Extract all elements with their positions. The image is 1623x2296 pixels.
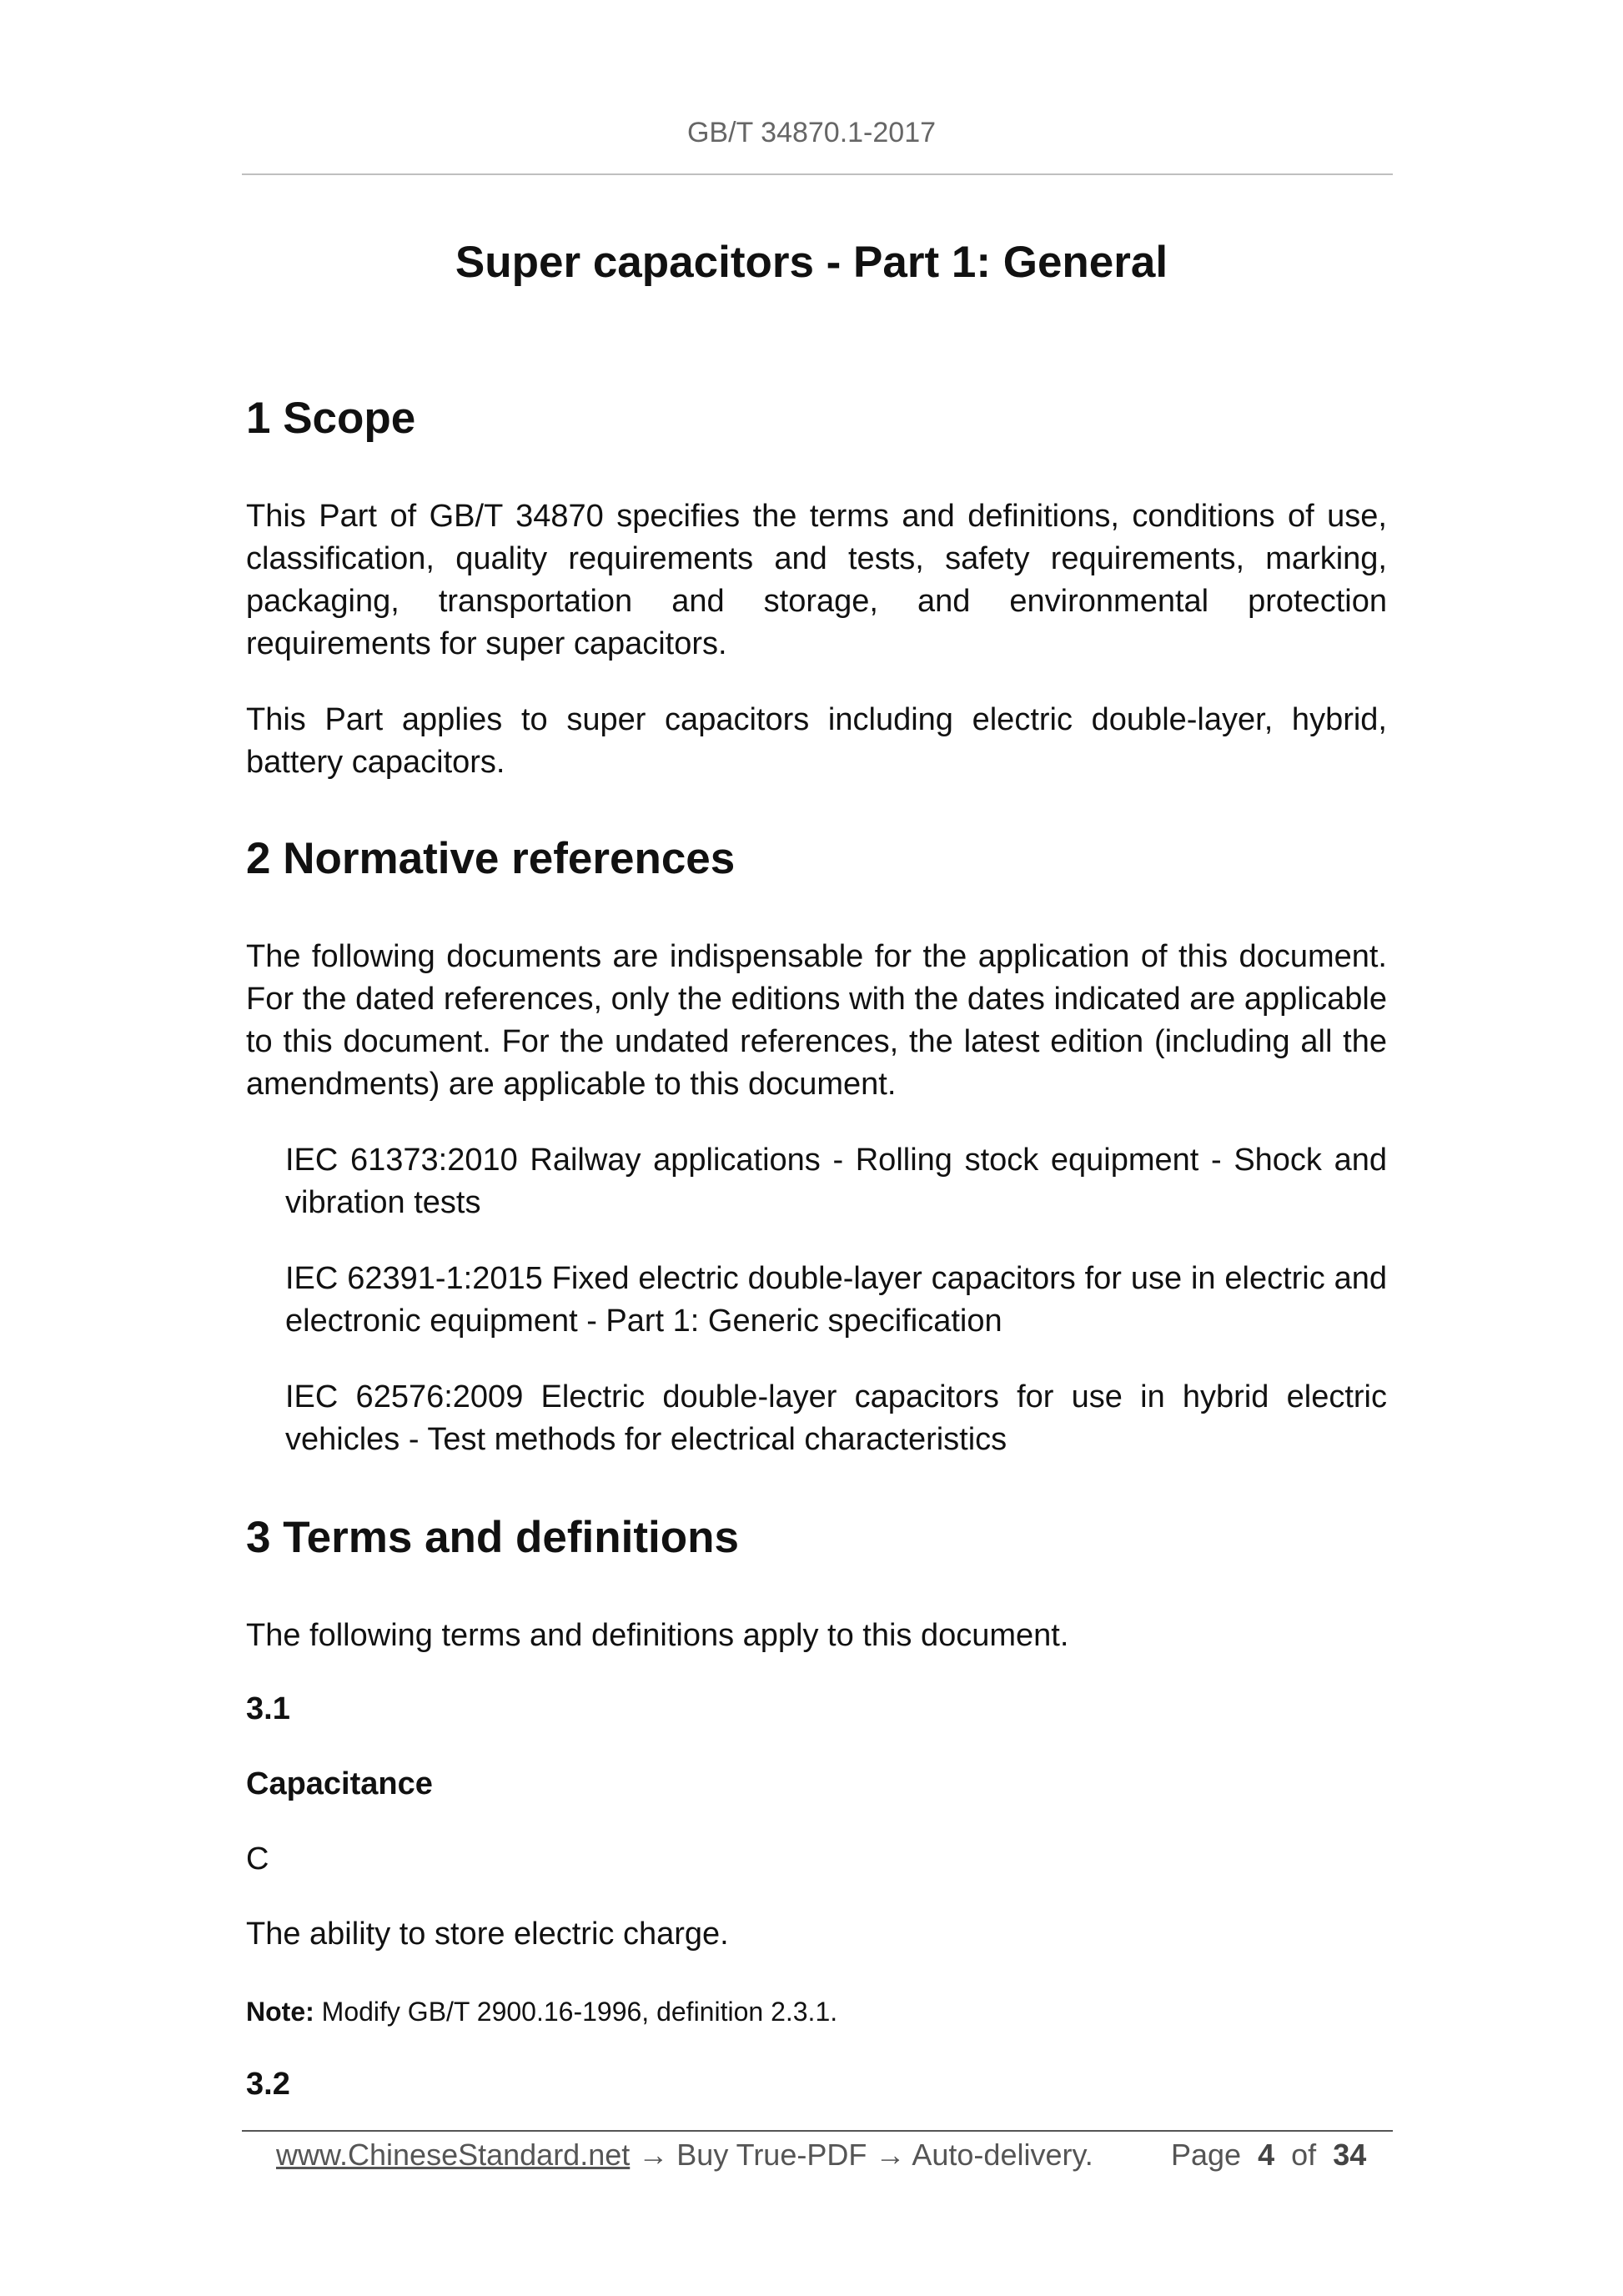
- header-divider: [242, 173, 1393, 175]
- note-label: Note:: [246, 1997, 314, 2027]
- header-doc-id: GB/T 34870.1-2017: [686, 117, 937, 148]
- term-symbol: C: [246, 1841, 269, 1876]
- page-total: 34: [1333, 2138, 1367, 2172]
- normative-paragraph: The following documents are indispensable for the application of this document. For the dated references, only the editions with the dates indicated are applicable to this document. For the undated references, the latest edition (including all the amendments) are applicable to this document.: [246, 939, 1387, 1102]
- section-heading-scope: 1 Scope: [246, 394, 416, 443]
- reference-item: IEC 61373:2010 Railway applications - Rolling stock equipment - Shock and vibration tests: [285, 1143, 1387, 1220]
- term-number: 3.2: [246, 2067, 290, 2102]
- term-definition: The ability to store electric charge.: [246, 1917, 729, 1952]
- document-title: Super capacitors - Part 1: General: [455, 238, 1168, 287]
- reference-item: IEC 62576:2009 Electric double-layer capacitors for use in hybrid electric vehicles - Test methods for electrical characteristics: [285, 1379, 1387, 1457]
- scope-paragraph-1: This Part of GB/T 34870 specifies the terms and definitions, conditions of use, classification, quality requirements and tests, safety requirements, marking, packaging, transportation and storage, and environmental protection requirements for super capacitors.: [246, 499, 1387, 661]
- scope-paragraph-2: This Part applies to super capacitors including electric double-layer, hybrid, battery capacitors.: [246, 702, 1387, 780]
- term-note: [246, 1997, 1387, 2027]
- footer-delivery-text: Auto-delivery.: [912, 2138, 1093, 2172]
- reference-item: IEC 62391-1:2015 Fixed electric double-layer capacitors for use in electric and electronic equipment - Part 1: Generic specification: [285, 1261, 1387, 1339]
- arrow-right-icon: →: [875, 2138, 906, 2172]
- term-name: Capacitance: [246, 1766, 433, 1801]
- of-word: of: [1291, 2138, 1317, 2172]
- arrow-right-icon: →: [638, 2138, 669, 2172]
- page-indicator: [1171, 2138, 1366, 2173]
- section-heading-terms: 3 Terms and definitions: [246, 1513, 739, 1562]
- page-word: Page: [1171, 2138, 1242, 2172]
- footer-divider: [242, 2130, 1393, 2132]
- footer-links: [276, 2138, 1093, 2173]
- chinesestandard-link[interactable]: www.ChineseStandard.net: [276, 2138, 631, 2172]
- footer-buy-text: Buy True-PDF: [676, 2138, 867, 2172]
- section-heading-normative-references: 2 Normative references: [246, 834, 736, 883]
- note-text: Modify GB/T 2900.16-1996, definition 2.3.1.: [314, 1997, 838, 2027]
- page-number: 4: [1258, 2138, 1275, 2172]
- terms-paragraph: The following terms and definitions apply to this document.: [246, 1618, 1069, 1653]
- term-number: 3.1: [246, 1691, 290, 1726]
